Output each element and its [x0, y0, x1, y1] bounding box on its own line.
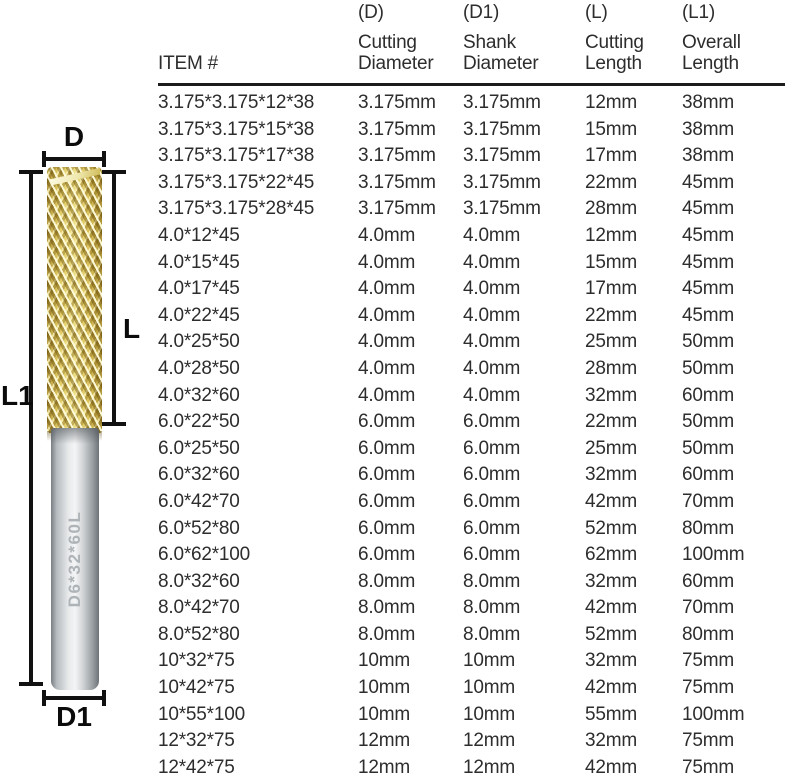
table-cell-overall-length: 45mm: [682, 304, 734, 326]
table-cell-shank-diameter: 8.0mm: [463, 570, 521, 592]
table-cell-item: 8.0*32*60: [158, 570, 240, 592]
col-name: Cutting Diameter: [358, 32, 434, 74]
table-cell-item: 4.0*25*50: [158, 331, 240, 353]
col-header-overall-length: [682, 0, 785, 74]
table-cell-shank-diameter: 8.0mm: [463, 597, 521, 619]
table-cell-item: 10*42*75: [158, 677, 235, 699]
table-cell-item: 10*55*100: [158, 703, 245, 725]
table-cell-shank-diameter: 3.175mm: [463, 145, 541, 167]
table-cell-overall-length: 80mm: [682, 517, 734, 539]
table-cell-overall-length: 50mm: [682, 357, 734, 379]
table-cell-overall-length: 38mm: [682, 92, 734, 113]
end-mill-tip-facet: [49, 167, 100, 185]
table-cell-cutting-length: 12mm: [585, 224, 637, 246]
table-cell-overall-length: 45mm: [682, 224, 734, 246]
table-cell-item: 6.0*25*50: [158, 437, 240, 459]
table-cell-cutting-diameter: 10mm: [358, 677, 410, 699]
table-row: [158, 516, 785, 543]
table-cell-overall-length: 75mm: [682, 730, 734, 752]
table-cell-item: 6.0*42*70: [158, 490, 240, 512]
cutting-length-label: L: [123, 313, 141, 344]
col-header-cutting-diameter: [358, 0, 463, 74]
table-cell-item: 3.175*3.175*12*38: [158, 92, 315, 113]
table-cell-item: 4.0*15*45: [158, 251, 240, 273]
table-cell-shank-diameter: 4.0mm: [463, 304, 521, 326]
col-code: (D): [358, 2, 384, 23]
table-cell-cutting-diameter: 12mm: [358, 756, 410, 778]
table-cell-overall-length: 70mm: [682, 490, 734, 512]
col-name: Overall Length: [682, 32, 741, 74]
table-cell-item: 6.0*52*80: [158, 517, 240, 539]
table-row: [158, 250, 785, 277]
table-cell-overall-length: 100mm: [682, 544, 745, 566]
table-cell-cutting-diameter: 6.0mm: [358, 517, 416, 539]
shank-diameter-label: D1: [56, 701, 92, 732]
table-row: [158, 595, 785, 622]
table-cell-cutting-length: 32mm: [585, 650, 637, 672]
end-mill-dimension-diagram: [0, 0, 158, 783]
col-name: Shank Diameter: [463, 32, 539, 74]
table-cell-cutting-diameter: 6.0mm: [358, 464, 416, 486]
table-cell-item: 12*32*75: [158, 730, 235, 752]
table-row: [158, 675, 785, 702]
spec-table-body: [158, 86, 785, 781]
table-cell-cutting-diameter: 8.0mm: [358, 570, 416, 592]
table-row: [158, 702, 785, 729]
table-cell-shank-diameter: 6.0mm: [463, 411, 521, 433]
col-code: (D1): [463, 2, 500, 23]
table-cell-cutting-length: 62mm: [585, 544, 637, 566]
table-cell-shank-diameter: 12mm: [463, 730, 515, 752]
table-cell-cutting-length: 55mm: [585, 703, 637, 725]
table-cell-item: 4.0*32*60: [158, 384, 240, 406]
table-row: [158, 409, 785, 436]
table-cell-shank-diameter: 4.0mm: [463, 224, 521, 246]
table-cell-shank-diameter: 3.175mm: [463, 118, 541, 140]
col-header-shank-diameter: [463, 0, 585, 74]
table-cell-cutting-diameter: 10mm: [358, 650, 410, 672]
table-cell-shank-diameter: 3.175mm: [463, 92, 541, 113]
table-cell-item: 4.0*17*45: [158, 278, 240, 300]
table-cell-cutting-length: 28mm: [585, 198, 637, 220]
table-cell-item: 12*42*75: [158, 756, 235, 778]
table-cell-shank-diameter: 4.0mm: [463, 331, 521, 353]
table-cell-cutting-length: 32mm: [585, 464, 637, 486]
table-cell-cutting-diameter: 3.175mm: [358, 145, 436, 167]
table-cell-cutting-length: 42mm: [585, 490, 637, 512]
table-cell-overall-length: 75mm: [682, 756, 734, 778]
table-cell-overall-length: 50mm: [682, 437, 734, 459]
table-cell-cutting-diameter: 3.175mm: [358, 198, 436, 220]
table-cell-item: 3.175*3.175*17*38: [158, 145, 315, 167]
table-cell-cutting-diameter: 8.0mm: [358, 597, 416, 619]
spec-table: [158, 0, 785, 781]
table-cell-shank-diameter: 10mm: [463, 650, 515, 672]
table-cell-overall-length: 80mm: [682, 623, 734, 645]
table-cell-overall-length: 60mm: [682, 570, 734, 592]
table-row: [158, 489, 785, 516]
table-row: [158, 117, 785, 144]
table-cell-shank-diameter: 4.0mm: [463, 357, 521, 379]
table-cell-cutting-length: 42mm: [585, 597, 637, 619]
table-cell-item: 6.0*32*60: [158, 464, 240, 486]
table-cell-cutting-diameter: 6.0mm: [358, 544, 416, 566]
table-row: [158, 90, 785, 117]
table-cell-overall-length: 100mm: [682, 703, 745, 725]
table-cell-shank-diameter: 10mm: [463, 703, 515, 725]
table-cell-cutting-length: 17mm: [585, 278, 637, 300]
table-cell-cutting-length: 25mm: [585, 437, 637, 459]
table-cell-shank-diameter: 3.175mm: [463, 171, 541, 193]
table-cell-cutting-diameter: 8.0mm: [358, 623, 416, 645]
table-cell-overall-length: 45mm: [682, 251, 734, 273]
table-cell-shank-diameter: 3.175mm: [463, 198, 541, 220]
col-header-item: ITEM #: [158, 53, 219, 74]
table-cell-cutting-diameter: 3.175mm: [358, 171, 436, 193]
table-cell-item: 8.0*42*70: [158, 597, 240, 619]
table-cell-cutting-length: 25mm: [585, 331, 637, 353]
table-cell-shank-diameter: 10mm: [463, 677, 515, 699]
cutting-diameter-dimension-line: [42, 157, 106, 161]
table-cell-shank-diameter: 6.0mm: [463, 517, 521, 539]
table-cell-overall-length: 50mm: [682, 411, 734, 433]
table-cell-cutting-length: 22mm: [585, 411, 637, 433]
table-cell-shank-diameter: 8.0mm: [463, 623, 521, 645]
table-cell-cutting-length: 32mm: [585, 384, 637, 406]
table-cell-overall-length: 45mm: [682, 198, 734, 220]
table-row: [158, 196, 785, 223]
table-cell-cutting-diameter: 4.0mm: [358, 224, 416, 246]
table-cell-shank-diameter: 6.0mm: [463, 544, 521, 566]
table-cell-cutting-length: 52mm: [585, 517, 637, 539]
table-row: [158, 436, 785, 463]
table-cell-cutting-length: 32mm: [585, 570, 637, 592]
table-cell-item: 4.0*12*45: [158, 224, 240, 246]
table-row: [158, 383, 785, 410]
table-cell-overall-length: 60mm: [682, 384, 734, 406]
table-cell-overall-length: 50mm: [682, 331, 734, 353]
table-cell-overall-length: 70mm: [682, 597, 734, 619]
table-cell-cutting-length: 15mm: [585, 251, 637, 273]
table-cell-item: 3.175*3.175*15*38: [158, 118, 315, 140]
table-cell-cutting-length: 32mm: [585, 730, 637, 752]
table-cell-cutting-length: 22mm: [585, 171, 637, 193]
table-row: [158, 755, 785, 782]
table-cell-item: 6.0*22*50: [158, 411, 240, 433]
col-header-cutting-length: [585, 0, 682, 74]
table-cell-shank-diameter: 6.0mm: [463, 437, 521, 459]
spec-table-header: [158, 0, 785, 86]
table-row: [158, 728, 785, 755]
table-cell-shank-diameter: 4.0mm: [463, 278, 521, 300]
table-cell-cutting-diameter: 3.175mm: [358, 118, 436, 140]
table-row: [158, 223, 785, 250]
table-cell-overall-length: 45mm: [682, 171, 734, 193]
col-name: Cutting Length: [585, 32, 644, 74]
table-cell-item: 3.175*3.175*28*45: [158, 198, 315, 220]
col-code: (L1): [682, 2, 715, 23]
table-row: [158, 276, 785, 303]
table-cell-overall-length: 75mm: [682, 650, 734, 672]
table-cell-cutting-diameter: 4.0mm: [358, 278, 416, 300]
table-cell-cutting-diameter: 4.0mm: [358, 331, 416, 353]
table-row: [158, 303, 785, 330]
end-mill-shank: [51, 428, 99, 690]
table-cell-item: 4.0*28*50: [158, 357, 240, 379]
table-cell-cutting-length: 22mm: [585, 304, 637, 326]
table-cell-cutting-diameter: 6.0mm: [358, 490, 416, 512]
cutting-diameter-label: D: [63, 121, 85, 152]
table-row: [158, 462, 785, 489]
col-code: (L): [585, 2, 608, 23]
overall-length-label: L1: [1, 380, 34, 411]
table-cell-cutting-length: 28mm: [585, 357, 637, 379]
table-row: [158, 622, 785, 649]
shank-diameter-dimension-line: [42, 696, 106, 700]
table-cell-cutting-diameter: 4.0mm: [358, 304, 416, 326]
table-row: [158, 143, 785, 170]
table-cell-cutting-diameter: 10mm: [358, 703, 410, 725]
table-cell-cutting-diameter: 4.0mm: [358, 384, 416, 406]
table-cell-cutting-diameter: 4.0mm: [358, 251, 416, 273]
table-cell-cutting-length: 17mm: [585, 145, 637, 167]
end-mill-flute-section: [47, 167, 102, 433]
table-cell-item: 3.175*3.175*22*45: [158, 171, 315, 193]
table-row: [158, 356, 785, 383]
table-cell-cutting-length: 12mm: [585, 92, 637, 113]
table-cell-shank-diameter: 12mm: [463, 756, 515, 778]
table-cell-cutting-length: 52mm: [585, 623, 637, 645]
table-cell-cutting-length: 15mm: [585, 118, 637, 140]
table-row: [158, 569, 785, 596]
table-cell-item: 10*32*75: [158, 650, 235, 672]
table-cell-cutting-diameter: 3.175mm: [358, 92, 436, 113]
table-cell-overall-length: 38mm: [682, 145, 734, 167]
table-row: [158, 329, 785, 356]
table-cell-shank-diameter: 4.0mm: [463, 384, 521, 406]
table-cell-cutting-diameter: 12mm: [358, 730, 410, 752]
table-cell-item: 4.0*22*45: [158, 304, 240, 326]
table-cell-item: 8.0*52*80: [158, 623, 240, 645]
table-row: [158, 170, 785, 197]
table-cell-item: 6.0*62*100: [158, 544, 251, 566]
table-cell-cutting-diameter: 4.0mm: [358, 357, 416, 379]
table-row: [158, 648, 785, 675]
overall-length-dimension-line: [29, 170, 33, 686]
shank-model-print: D6*32*60L: [65, 510, 84, 608]
table-cell-shank-diameter: 6.0mm: [463, 490, 521, 512]
table-row: [158, 542, 785, 569]
table-cell-cutting-diameter: 6.0mm: [358, 437, 416, 459]
table-cell-cutting-length: 42mm: [585, 677, 637, 699]
table-cell-shank-diameter: 4.0mm: [463, 251, 521, 273]
table-cell-shank-diameter: 6.0mm: [463, 464, 521, 486]
table-cell-overall-length: 60mm: [682, 464, 734, 486]
cutting-length-dimension-line: [112, 170, 116, 426]
table-cell-cutting-length: 42mm: [585, 756, 637, 778]
table-cell-overall-length: 45mm: [682, 278, 734, 300]
table-cell-cutting-diameter: 6.0mm: [358, 411, 416, 433]
table-cell-overall-length: 38mm: [682, 118, 734, 140]
table-cell-overall-length: 75mm: [682, 677, 734, 699]
